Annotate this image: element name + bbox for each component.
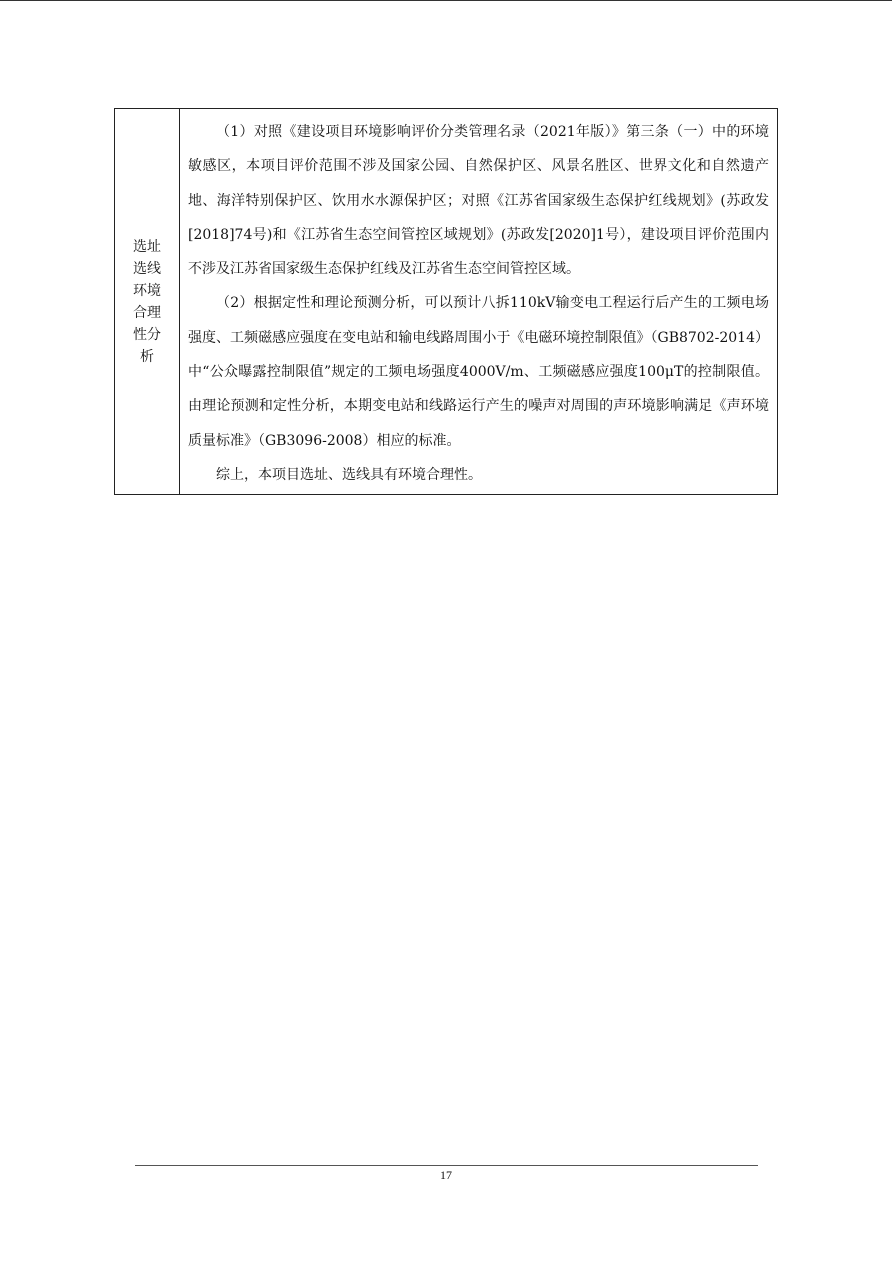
page-number: 17 bbox=[440, 1168, 452, 1182]
footer-divider bbox=[135, 1165, 758, 1166]
paragraph-1: （1）对照《建设项目环境影响评价分类管理名录（2021年版）》第三条（一）中的环境敏感区，本项目评价范围不涉及国家公园、自然保护区、风景名胜区、世界文化和自然遗产地、海洋特别保护区、饮用水水源保护区；对照《江苏省国家级生态保护红线规划》(苏政发[2018]74号)和《江苏省生态空间管控区域规划》(苏政发[2020]1号），建设项目评价范围内不涉及江苏省国家级生态保护红线及江苏省生态空间管控区域。 bbox=[188, 124, 769, 278]
row-label: 选址选线环境合理性分析 bbox=[133, 238, 161, 365]
row-content-cell bbox=[180, 109, 778, 495]
paragraph-2: （2）根据定性和理论预测分析，可以预计八拆110kV输变电工程运行后产生的工频电场强度、工频磁感应强度在变电站和输电线路周围小于《电磁环境控制限值》（GB8702-2014）中“公众曝露控制限值”规定的工频电场强度4000V/m、工频磁感应强度100μT的控制限值。由理论预测和定性分析，本期变电站和线路运行产生的噪声对周围的声环境影响满足《声环境质量标准》（GB3096-2008）相应的标准。 bbox=[188, 295, 769, 449]
top-border-line bbox=[0, 0, 892, 1]
row-label-cell bbox=[115, 109, 180, 495]
table-row bbox=[115, 109, 778, 495]
paragraph-conclusion: 综上，本项目选址、选线具有环境合理性。 bbox=[216, 466, 482, 483]
analysis-table bbox=[114, 108, 778, 495]
